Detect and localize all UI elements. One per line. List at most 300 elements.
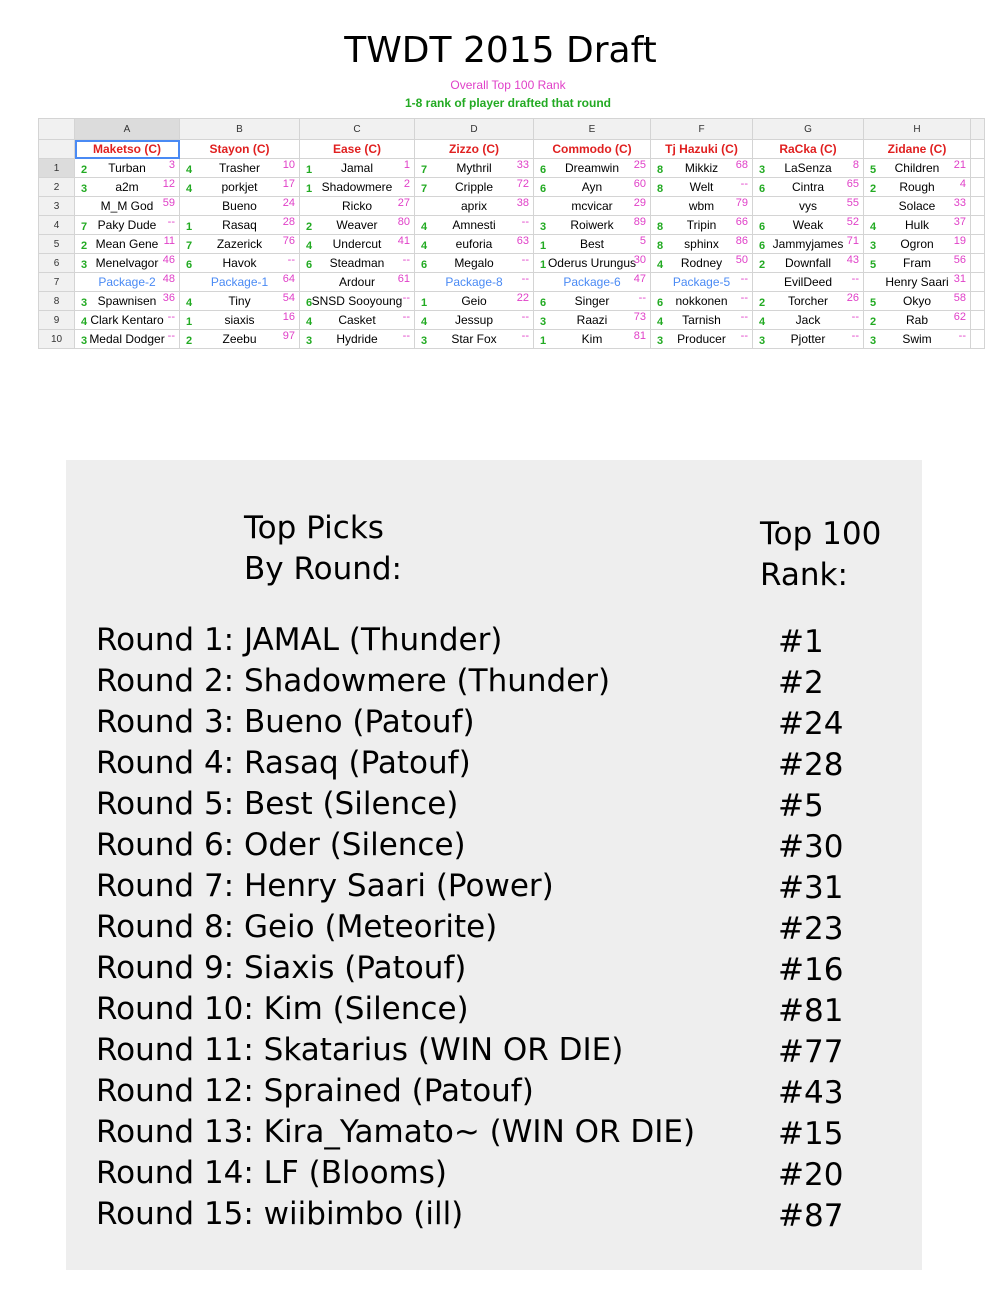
round-rank: 6: [306, 297, 313, 309]
player-name: Downfall: [784, 256, 832, 270]
overall-rank: 97: [282, 330, 295, 342]
player-cell[interactable]: [753, 178, 864, 197]
overall-rank: --: [402, 311, 410, 323]
round-pick-rank: #23: [778, 911, 844, 947]
player-cell[interactable]: [180, 235, 300, 254]
player-cell[interactable]: [753, 330, 864, 349]
player-cell[interactable]: [753, 273, 864, 292]
empty-cell[interactable]: [971, 311, 985, 330]
player-name: Kim: [581, 332, 603, 346]
player-cell[interactable]: [415, 254, 534, 273]
player-name: Producer: [677, 332, 726, 346]
player-cell[interactable]: [864, 216, 971, 235]
player-name: Jammyjames: [772, 237, 844, 251]
round-rank: 3: [421, 335, 428, 347]
round-pick-rank: #16: [778, 952, 844, 988]
player-cell[interactable]: [300, 273, 415, 292]
empty-cell[interactable]: [971, 330, 985, 349]
player-name: Roiwerk: [570, 218, 614, 232]
player-cell[interactable]: [651, 254, 753, 273]
round-pick-item: [96, 1071, 896, 1112]
player-cell[interactable]: [180, 311, 300, 330]
round-rank: 2: [81, 240, 88, 252]
overall-rank: 66: [735, 216, 748, 228]
round-rank: 6: [540, 297, 547, 309]
round-rank: 8: [657, 240, 664, 252]
overall-rank: 1: [403, 159, 410, 171]
overall-rank: 61: [397, 273, 410, 285]
team-captain-cell[interactable]: Zidane (C): [864, 140, 971, 159]
overall-rank: 73: [633, 311, 646, 323]
row-header[interactable]: 2: [39, 178, 75, 197]
overall-rank: 36: [162, 292, 175, 304]
round-pick-item: [96, 784, 896, 825]
round-pick-rank: #15: [778, 1116, 844, 1152]
player-name: Children: [894, 161, 940, 175]
overall-rank: --: [851, 273, 859, 285]
overall-rank: 68: [735, 159, 748, 171]
row-header[interactable]: 4: [39, 216, 75, 235]
player-cell[interactable]: [651, 292, 753, 311]
round-pick-text: Round 1: JAMAL (Thunder): [96, 622, 503, 658]
round-rank: 3: [657, 335, 664, 347]
row-header-blank[interactable]: [39, 140, 75, 159]
top-picks-header-line2: By Round:: [244, 551, 402, 587]
overall-rank: 16: [282, 311, 295, 323]
round-pick-item: [96, 989, 896, 1030]
round-pick-item: [96, 1194, 896, 1235]
player-name: Amnesti: [452, 218, 496, 232]
overall-rank: 12: [162, 178, 175, 190]
round-rank: 4: [657, 316, 664, 328]
player-cell[interactable]: [415, 235, 534, 254]
column-header-h[interactable]: H: [864, 119, 971, 140]
player-cell[interactable]: [180, 292, 300, 311]
player-cell[interactable]: [300, 178, 415, 197]
team-captain-cell[interactable]: Commodo (C): [534, 140, 651, 159]
round-rank: 4: [306, 316, 313, 328]
player-cell[interactable]: [75, 292, 180, 311]
round-rank: 6: [306, 259, 313, 271]
player-name: Ogron: [900, 237, 934, 251]
round-rank: 2: [759, 297, 766, 309]
empty-cell[interactable]: [971, 159, 985, 178]
round-rank: 3: [540, 316, 547, 328]
overall-rank: 17: [282, 178, 295, 190]
empty-cell[interactable]: [971, 254, 985, 273]
round-pick-text: Round 15: wiibimbo (ill): [96, 1196, 464, 1232]
legend-round-rank: 1-8 rank of player drafted that round: [404, 96, 612, 110]
player-cell[interactable]: [180, 197, 300, 216]
round-rank: 6: [759, 221, 766, 233]
round-rank: 8: [657, 183, 664, 195]
player-cell[interactable]: [75, 330, 180, 349]
player-cell[interactable]: [180, 159, 300, 178]
sheet-row: [39, 235, 985, 254]
round-rank: 3: [759, 164, 766, 176]
round-pick-rank: #30: [778, 829, 844, 865]
top-picks-header: [244, 508, 402, 590]
round-rank: 4: [186, 164, 193, 176]
player-cell[interactable]: [753, 197, 864, 216]
round-pick-text: Round 9: Siaxis (Patouf): [96, 950, 467, 986]
player-cell[interactable]: [651, 159, 753, 178]
player-name: Rasaq: [222, 218, 257, 232]
round-rank: 2: [186, 335, 193, 347]
round-pick-rank: #28: [778, 747, 844, 783]
round-rank: 3: [306, 335, 313, 347]
player-name: Hydride: [336, 332, 378, 346]
player-name: Havok: [222, 256, 257, 270]
player-cell[interactable]: [534, 216, 651, 235]
round-pick-rank: #43: [778, 1075, 844, 1111]
player-cell[interactable]: [753, 254, 864, 273]
overall-rank: --: [958, 330, 966, 342]
player-cell[interactable]: [864, 159, 971, 178]
column-header-e[interactable]: E: [534, 119, 651, 140]
team-captain-cell[interactable]: Stayon (C): [180, 140, 300, 159]
player-cell[interactable]: [753, 159, 864, 178]
row-header[interactable]: 9: [39, 311, 75, 330]
round-pick-rank: #77: [778, 1034, 844, 1070]
player-cell[interactable]: [864, 235, 971, 254]
player-name: EvilDeed: [783, 275, 833, 289]
player-cell[interactable]: [534, 254, 651, 273]
round-rank: 3: [81, 183, 88, 195]
player-name: Ardour: [338, 275, 376, 289]
player-cell[interactable]: [753, 292, 864, 311]
player-cell[interactable]: [534, 235, 651, 254]
player-name: Casket: [338, 313, 376, 327]
player-name: Turban: [108, 161, 146, 175]
player-cell[interactable]: [180, 330, 300, 349]
round-pick-text: Round 10: Kim (Silence): [96, 991, 469, 1027]
round-rank: 2: [81, 164, 88, 176]
round-pick-item: [96, 825, 896, 866]
player-name: Raazi: [576, 313, 608, 327]
player-name: LaSenza: [784, 161, 832, 175]
player-cell[interactable]: [651, 311, 753, 330]
overall-rank: --: [638, 292, 646, 304]
round-rank: 4: [759, 316, 766, 328]
player-name: Ayn: [581, 180, 603, 194]
player-name: Swim: [902, 332, 932, 346]
player-name: Star Fox: [451, 332, 497, 346]
round-rank: 7: [421, 164, 428, 176]
overall-rank: --: [167, 311, 175, 323]
page-title: TWDT 2015 Draft: [344, 30, 657, 71]
overall-rank: 47: [633, 273, 646, 285]
round-rank: 6: [421, 259, 428, 271]
column-header-overflow[interactable]: [971, 119, 985, 140]
row-header[interactable]: 6: [39, 254, 75, 273]
round-rank: 8: [657, 164, 664, 176]
player-cell[interactable]: [534, 330, 651, 349]
round-rank: 1: [306, 164, 313, 176]
round-pick-rank: #2: [778, 665, 824, 701]
player-cell[interactable]: [75, 235, 180, 254]
player-name: Mean Gene: [95, 237, 159, 251]
round-pick-text: Round 6: Oder (Silence): [96, 827, 466, 863]
player-cell[interactable]: [753, 311, 864, 330]
row-header[interactable]: 3: [39, 197, 75, 216]
player-name: Jamal: [340, 161, 373, 175]
team-captain-cell[interactable]: Maketso (C): [75, 140, 180, 159]
player-cell[interactable]: [75, 311, 180, 330]
player-cell[interactable]: [651, 235, 753, 254]
player-cell[interactable]: [534, 159, 651, 178]
player-cell[interactable]: [651, 273, 753, 292]
player-cell[interactable]: [75, 216, 180, 235]
empty-cell[interactable]: [971, 140, 985, 159]
player-name: Geio: [461, 294, 487, 308]
round-pick-item: [96, 702, 896, 743]
player-name: porkjet: [221, 180, 258, 194]
draft-spreadsheet: [38, 118, 984, 354]
overall-rank: --: [521, 273, 529, 285]
overall-rank: --: [167, 216, 175, 228]
sheet-row: [39, 178, 985, 197]
player-name: Mythril: [456, 161, 492, 175]
empty-cell[interactable]: [971, 178, 985, 197]
player-cell[interactable]: [75, 273, 180, 292]
round-pick-rank: #81: [778, 993, 844, 1029]
player-cell[interactable]: [753, 216, 864, 235]
overall-rank: 5: [639, 235, 646, 247]
overall-rank: 79: [735, 197, 748, 209]
player-cell[interactable]: [864, 330, 971, 349]
player-cell[interactable]: [864, 273, 971, 292]
package-name: Package-8: [445, 275, 503, 289]
overall-rank: 2: [403, 178, 410, 190]
overall-rank: 28: [282, 216, 295, 228]
empty-cell[interactable]: [971, 197, 985, 216]
round-pick-item: [96, 1112, 896, 1153]
overall-rank: 46: [162, 254, 175, 266]
player-name: Torcher: [787, 294, 828, 308]
empty-cell[interactable]: [971, 216, 985, 235]
overall-rank: --: [167, 330, 175, 342]
round-rank: 1: [306, 183, 313, 195]
overall-rank: 48: [162, 273, 175, 285]
player-cell[interactable]: [300, 197, 415, 216]
overall-rank: --: [740, 273, 748, 285]
player-cell[interactable]: [415, 311, 534, 330]
column-header-a[interactable]: A: [75, 119, 180, 140]
overall-rank: 76: [282, 235, 295, 247]
player-cell[interactable]: [534, 292, 651, 311]
column-header-g[interactable]: G: [753, 119, 864, 140]
round-pick-text: Round 11: Skatarius (WIN OR DIE): [96, 1032, 624, 1068]
overall-rank: 72: [516, 178, 529, 190]
player-name: euforia: [455, 237, 493, 251]
player-cell[interactable]: [300, 311, 415, 330]
round-rank: 7: [186, 240, 193, 252]
overall-rank: --: [402, 292, 410, 304]
player-cell[interactable]: [75, 254, 180, 273]
player-cell[interactable]: [534, 273, 651, 292]
round-rank: 5: [870, 297, 877, 309]
player-cell[interactable]: [300, 235, 415, 254]
player-name: Welt: [689, 180, 714, 194]
player-cell[interactable]: [753, 235, 864, 254]
player-cell[interactable]: [415, 197, 534, 216]
team-captain-cell[interactable]: Zizzo (C): [415, 140, 534, 159]
player-cell[interactable]: [180, 254, 300, 273]
player-name: Tripin: [686, 218, 717, 232]
empty-cell[interactable]: [971, 235, 985, 254]
player-cell[interactable]: [651, 178, 753, 197]
player-cell[interactable]: [180, 216, 300, 235]
player-name: mcvicar: [571, 199, 613, 213]
round-rank: 3: [540, 221, 547, 233]
column-header-f[interactable]: F: [651, 119, 753, 140]
player-name: Hulk: [904, 218, 929, 232]
package-name: Package-1: [210, 275, 269, 289]
team-captain-cell[interactable]: RaCka (C): [753, 140, 864, 159]
empty-cell[interactable]: [971, 292, 985, 311]
player-cell[interactable]: [415, 273, 534, 292]
player-cell[interactable]: [534, 311, 651, 330]
top-picks-header-line1: Top Picks: [244, 510, 384, 546]
player-cell[interactable]: [415, 292, 534, 311]
round-rank: 6: [540, 164, 547, 176]
player-cell[interactable]: [180, 273, 300, 292]
player-cell[interactable]: [180, 178, 300, 197]
player-name: Mikkiz: [684, 161, 719, 175]
player-name: Tarnish: [682, 313, 721, 327]
player-cell[interactable]: [651, 330, 753, 349]
player-name: Henry Saari: [885, 275, 949, 289]
player-cell[interactable]: [415, 159, 534, 178]
round-pick-item: [96, 1153, 896, 1194]
round-rank: 4: [657, 259, 664, 271]
player-cell[interactable]: [651, 197, 753, 216]
player-name: Bueno: [222, 199, 257, 213]
overall-rank: --: [851, 311, 859, 323]
column-header-b[interactable]: B: [180, 119, 300, 140]
team-captain-cell[interactable]: Ease (C): [300, 140, 415, 159]
round-rank: 3: [870, 335, 877, 347]
player-cell[interactable]: [864, 254, 971, 273]
player-cell[interactable]: [75, 159, 180, 178]
player-cell[interactable]: [300, 159, 415, 178]
player-cell[interactable]: [415, 178, 534, 197]
round-rank: 5: [870, 259, 877, 271]
round-rank: 5: [870, 164, 877, 176]
overall-rank: 80: [397, 216, 410, 228]
player-cell[interactable]: [300, 216, 415, 235]
round-pick-item: [96, 866, 896, 907]
row-header[interactable]: 5: [39, 235, 75, 254]
sheet-row: [39, 330, 985, 349]
empty-cell[interactable]: [971, 273, 985, 292]
player-name: Dreamwin: [564, 161, 619, 175]
player-name: Paky Dude: [97, 218, 157, 232]
overall-rank: 43: [846, 254, 859, 266]
player-cell[interactable]: [415, 330, 534, 349]
player-name: Jack: [795, 313, 821, 327]
round-pick-text: Round 12: Sprained (Patouf): [96, 1073, 534, 1109]
round-rank: 2: [870, 316, 877, 328]
player-cell[interactable]: [864, 292, 971, 311]
overall-rank: --: [521, 216, 529, 228]
round-pick-text: Round 3: Bueno (Patouf): [96, 704, 475, 740]
player-cell[interactable]: [300, 254, 415, 273]
player-name: Undercut: [332, 237, 382, 251]
overall-rank: 52: [846, 216, 859, 228]
overall-rank: 33: [516, 159, 529, 171]
overall-rank: 65: [846, 178, 859, 190]
row-header[interactable]: 1: [39, 159, 75, 178]
overall-rank: 19: [953, 235, 966, 247]
player-cell[interactable]: [415, 216, 534, 235]
round-pick-rank: #1: [778, 624, 824, 660]
round-pick-item: [96, 907, 896, 948]
player-name: Solace: [898, 199, 936, 213]
package-name: Package-2: [98, 275, 156, 289]
player-name: vys: [799, 199, 817, 213]
sheet-row: [39, 311, 985, 330]
player-cell[interactable]: [75, 178, 180, 197]
player-cell[interactable]: [864, 197, 971, 216]
overall-rank: 41: [397, 235, 410, 247]
sheet-row: [39, 292, 985, 311]
player-name: Okyo: [902, 294, 931, 308]
overall-rank: --: [402, 330, 410, 342]
round-rank: 2: [870, 183, 877, 195]
overall-rank: --: [402, 254, 410, 266]
row-header[interactable]: 8: [39, 292, 75, 311]
package-name: Package-6: [563, 275, 621, 289]
row-header[interactable]: 7: [39, 273, 75, 292]
player-cell[interactable]: [534, 197, 651, 216]
player-name: wbm: [688, 199, 715, 213]
overall-rank: --: [287, 254, 295, 266]
overall-rank: --: [740, 330, 748, 342]
player-cell[interactable]: [300, 292, 415, 311]
team-captain-cell[interactable]: Tj Hazuki (C): [651, 140, 753, 159]
player-cell[interactable]: [864, 178, 971, 197]
legend-overall-rank: Overall Top 100 Rank: [450, 78, 566, 92]
overall-rank: 62: [953, 311, 966, 323]
round-pick-text: Round 14: LF (Blooms): [96, 1155, 447, 1191]
round-rank: 4: [421, 316, 428, 328]
overall-rank: 50: [735, 254, 748, 266]
row-header[interactable]: 10: [39, 330, 75, 349]
overall-rank: 10: [282, 159, 295, 171]
column-header-row: [39, 119, 985, 140]
player-name: Oderus Urungus: [547, 256, 637, 270]
corner-cell[interactable]: [39, 119, 75, 140]
round-rank: 6: [759, 183, 766, 195]
round-rank: 8: [657, 221, 664, 233]
player-cell[interactable]: [864, 311, 971, 330]
player-name: Best: [579, 237, 604, 251]
sheet-row: [39, 159, 985, 178]
round-rank: 3: [81, 259, 88, 271]
player-name: Rodney: [680, 256, 723, 270]
round-pick-text: Round 7: Henry Saari (Power): [96, 868, 554, 904]
player-cell[interactable]: [651, 216, 753, 235]
column-header-d[interactable]: D: [415, 119, 534, 140]
player-cell[interactable]: [75, 197, 180, 216]
player-cell[interactable]: [300, 330, 415, 349]
column-header-c[interactable]: C: [300, 119, 415, 140]
player-cell[interactable]: [534, 178, 651, 197]
player-name: SNSD Sooyoung: [311, 294, 403, 308]
overall-rank: 60: [633, 178, 646, 190]
